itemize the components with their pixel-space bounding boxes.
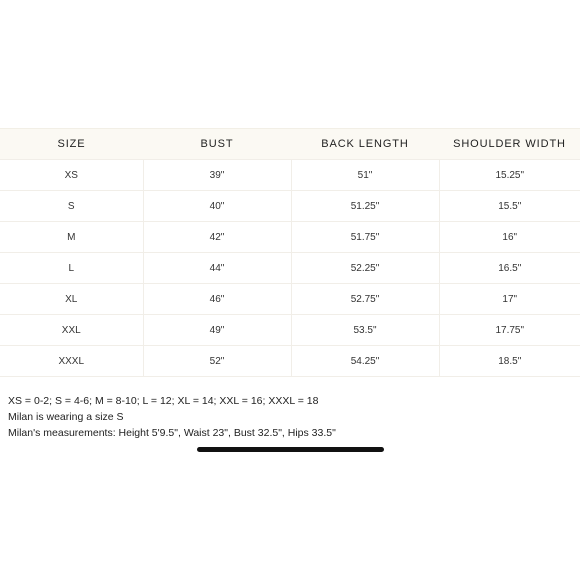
header-size: SIZE [0, 129, 143, 160]
table-row [0, 160, 580, 191]
table-row [0, 346, 580, 377]
cell-shoulder-width: 17" [439, 284, 580, 315]
table-row [0, 253, 580, 284]
table-row [0, 284, 580, 315]
cell-back-length: 51.75" [291, 222, 439, 253]
cell-shoulder-width: 15.25" [439, 160, 580, 191]
cell-size: S [0, 191, 143, 222]
cell-size: XXL [0, 315, 143, 346]
cell-shoulder-width: 15.5" [439, 191, 580, 222]
header-shoulder-width: SHOULDER WIDTH [439, 129, 580, 160]
cell-bust: 52" [143, 346, 291, 377]
cell-size: XS [0, 160, 143, 191]
size-chart-table [0, 128, 580, 377]
header-back-length: BACK LENGTH [291, 129, 439, 160]
cell-shoulder-width: 16" [439, 222, 580, 253]
cell-bust: 42" [143, 222, 291, 253]
table-row [0, 191, 580, 222]
cell-bust: 46" [143, 284, 291, 315]
cell-bust: 44" [143, 253, 291, 284]
cell-back-length: 54.25" [291, 346, 439, 377]
table-row [0, 222, 580, 253]
cell-size: XL [0, 284, 143, 315]
cell-size: XXXL [0, 346, 143, 377]
header-bust: BUST [143, 129, 291, 160]
table-row [0, 315, 580, 346]
size-notes [8, 393, 336, 441]
table-header-row [0, 129, 580, 160]
cell-back-length: 52.75" [291, 284, 439, 315]
cell-back-length: 51" [291, 160, 439, 191]
cell-bust: 49" [143, 315, 291, 346]
size-conversion-note: XS = 0-2; S = 4-6; M = 8-10; L = 12; XL = 14; XXL = 16; XXXL = 18 [8, 395, 319, 407]
model-size-note: Milan is wearing a size S [8, 411, 124, 423]
cell-back-length: 52.25" [291, 253, 439, 284]
cell-size: M [0, 222, 143, 253]
cell-shoulder-width: 17.75" [439, 315, 580, 346]
cell-shoulder-width: 16.5" [439, 253, 580, 284]
cell-bust: 39" [143, 160, 291, 191]
home-indicator-bar[interactable] [197, 447, 384, 452]
cell-back-length: 51.25" [291, 191, 439, 222]
cell-size: L [0, 253, 143, 284]
cell-back-length: 53.5" [291, 315, 439, 346]
model-measurements-note: Milan's measurements: Height 5'9.5", Waist 23", Bust 32.5", Hips 33.5" [8, 427, 336, 439]
cell-bust: 40" [143, 191, 291, 222]
cell-shoulder-width: 18.5" [439, 346, 580, 377]
